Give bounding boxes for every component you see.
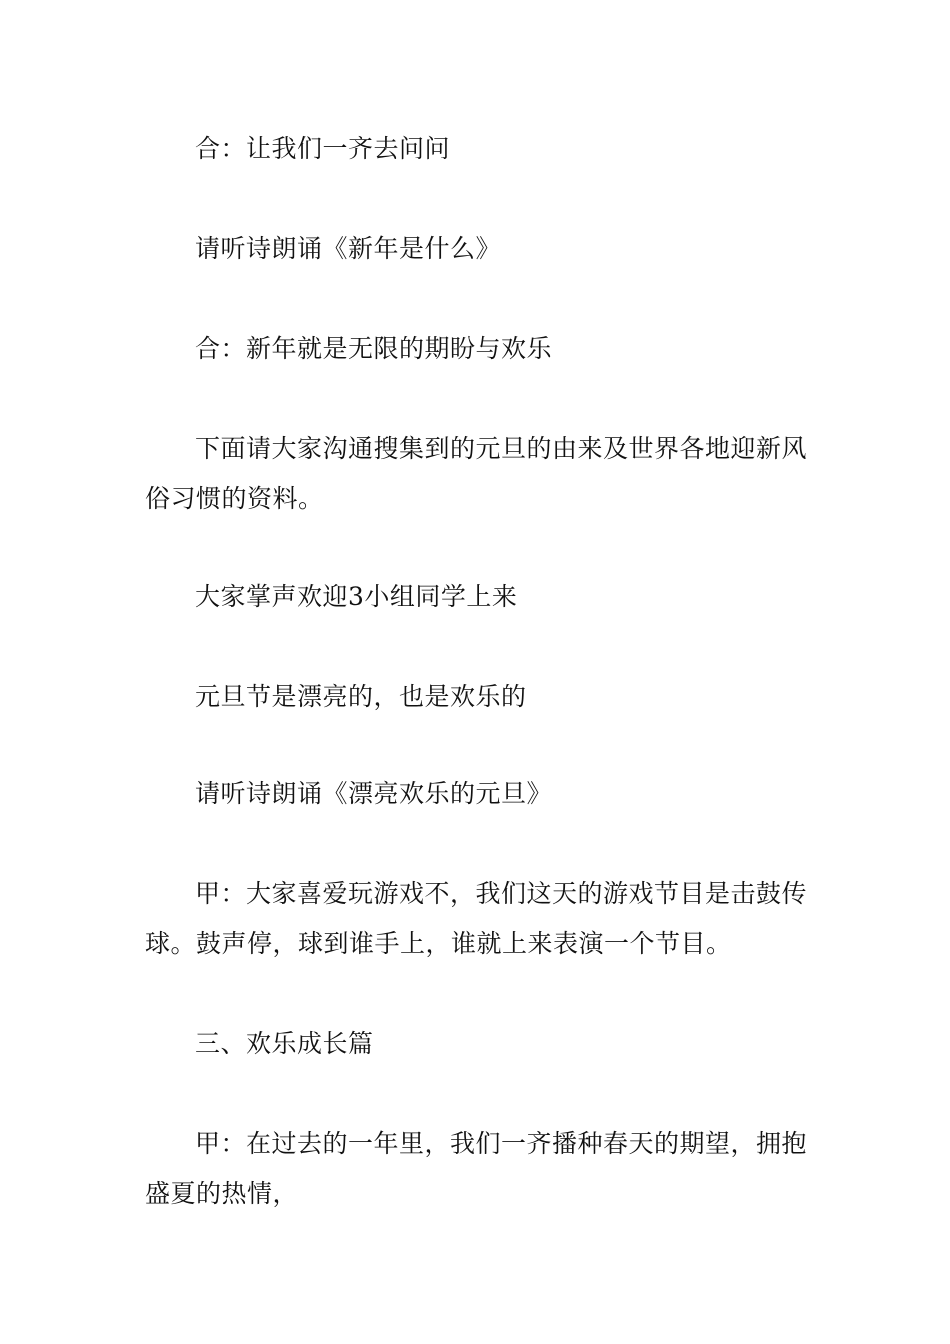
paragraph-2: 请听诗朗诵《新年是什么》 bbox=[195, 234, 502, 263]
section-heading: 三、欢乐成长篇 bbox=[195, 1029, 374, 1058]
paragraph-10: 甲：在过去的一年里，我们一齐播种春天的期望，拥抱盛夏的热情， bbox=[145, 1129, 808, 1208]
paragraph-8: 甲：大家喜爱玩游戏不，我们这天的游戏节目是击鼓传球。鼓声停，球到谁手上，谁就上来表演一个节目。 bbox=[145, 879, 808, 958]
paragraph-5: 大家掌声欢迎3小组同学上来 bbox=[195, 582, 518, 611]
paragraph-6: 元旦节是漂亮的，也是欢乐的 bbox=[195, 682, 527, 711]
paragraph-1: 合：让我们一齐去问问 bbox=[195, 134, 451, 163]
paragraph-7: 请听诗朗诵《漂亮欢乐的元旦》 bbox=[195, 779, 553, 808]
paragraph-4: 下面请大家沟通搜集到的元旦的由来及世界各地迎新风俗习惯的资料。 bbox=[145, 434, 808, 513]
paragraph-3: 合：新年就是无限的期盼与欢乐 bbox=[195, 334, 553, 363]
